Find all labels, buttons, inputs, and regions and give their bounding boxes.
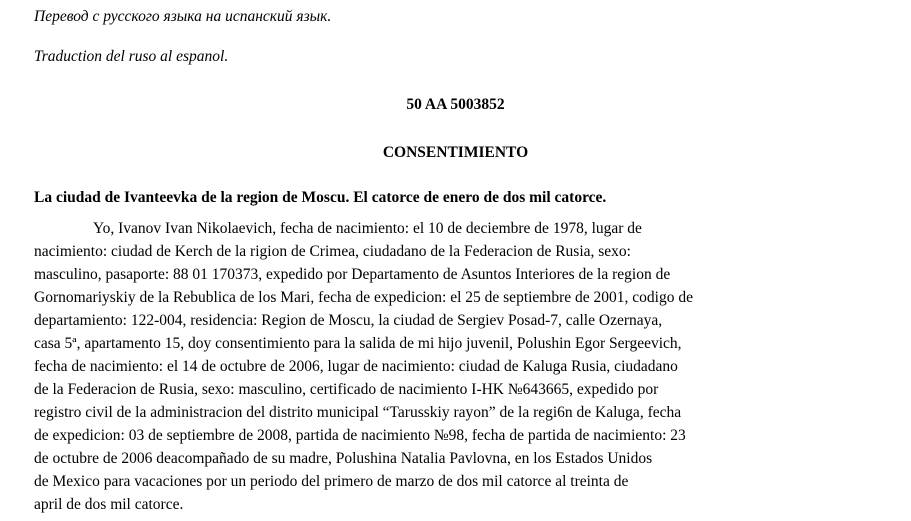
body-line: casa 5ª, apartamento 15, doy consentimiento para la salida de mi hijo juvenil, Polushin Egor Sergeevich,: [34, 335, 682, 352]
body-line: de octubre de 2006 deacompañado de su madre, Polushina Natalia Pavlovna, en los Estados Unidos: [34, 450, 653, 467]
translation-note-russian: Перевод с русского языка на испанский язык.: [34, 8, 332, 25]
body-line: de expedicion: 03 de septiembre de 2008, partida de nacimiento №98, fecha de partida de nacimiento: 23: [34, 427, 686, 444]
body-line: april de dos mil catorce.: [34, 496, 184, 513]
place-date-line: La ciudad de Ivanteevka de la region de Moscu. El catorce de enero de dos mil catorce.: [34, 189, 607, 206]
document-title: CONSENTIMIENTO: [382, 144, 529, 161]
body-line: nacimiento: ciudad de Kerch de la rigion de Crimea, ciudadano de la Federacion de Rusia, sexo:: [34, 243, 631, 260]
document-number: 50 AA 5003852: [406, 96, 505, 113]
body-line: Gornomariyskiy de la Rebublica de los Mari, fecha de expedicion: el 25 de septiembre de 2001, codigo de: [34, 289, 693, 306]
body-line: departamiento: 122-004, residencia: Region de Moscu, la ciudad de Sergiev Posad-7, calle Ozernaya,: [34, 312, 663, 329]
body-line: registro civil de la administracion del distrito municipal “Tarusskiy rayon” de la regi6n de Kaluga, fecha: [34, 404, 682, 421]
body-text: [34, 217, 894, 516]
body-line: masculino, pasaporte: 88 01 170373, expedido por Departamento de Asuntos Interiores de la region de: [34, 266, 671, 283]
body-line: de Mexico para vacaciones por un periodo del primero de marzo de dos mil catorce al treinta de: [34, 473, 629, 490]
body-line: de la Federacion de Rusia, sexo: masculino, certificado de nacimiento I-HK №643665, expedido por: [34, 381, 659, 398]
translation-note-spanish: Traduction del ruso al espanol.: [34, 48, 229, 65]
body-line: fecha de nacimiento: el 14 de octubre de 2006, lugar de nacimiento: ciudad de Kaluga Rusia, ciudadano: [34, 358, 678, 375]
body-line: Yo, Ivanov Ivan Nikolaevich, fecha de nacimiento: el 10 de deciembre de 1978, lugar de: [93, 220, 642, 237]
